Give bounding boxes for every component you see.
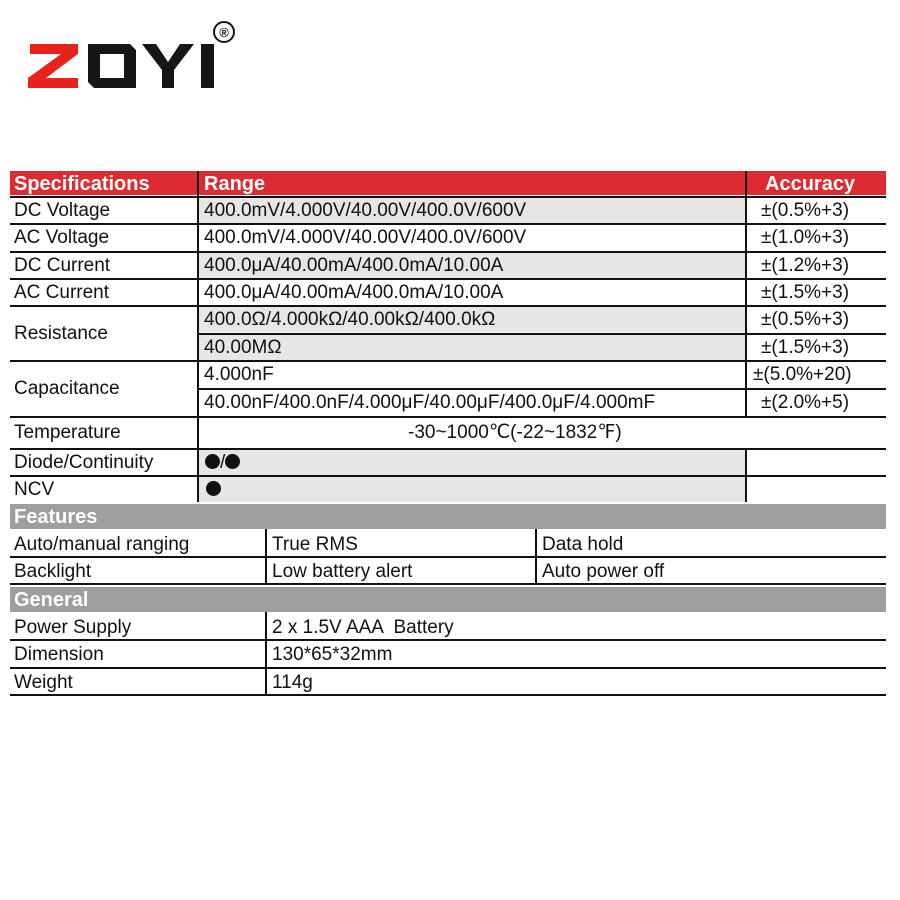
capacitance-range-2: 40.00nF/400.0nF/4.000μF/40.00μF/400.0μF/4.000mF: [204, 392, 656, 413]
dc-voltage-accuracy: ±(0.5%+3): [761, 200, 850, 221]
dc-current-range: 400.0μA/40.00mA/400.0mA/10.00A: [204, 255, 504, 276]
resistance-range-2: 40.00MΩ: [204, 337, 282, 358]
temperature-label: Temperature: [14, 422, 121, 443]
features-header: Features: [14, 506, 98, 528]
capacitance-range-1: 4.000nF: [204, 364, 274, 385]
general-header: General: [14, 589, 89, 611]
supported-dot-icon: [225, 454, 240, 469]
ac-current-range: 400.0μA/40.00mA/400.0mA/10.00A: [204, 282, 504, 303]
feature-data-hold: Data hold: [542, 534, 624, 555]
capacitance-label: Capacitance: [14, 378, 120, 399]
weight-value: 114g: [272, 672, 313, 693]
svg-text:®: ®: [219, 25, 229, 40]
temperature-range: -30~1000℃(-22~1832℉): [408, 422, 622, 443]
supported-dot-icon: [205, 454, 220, 469]
resistance-accuracy-1: ±(0.5%+3): [761, 309, 850, 330]
ac-voltage-label: AC Voltage: [14, 227, 110, 248]
dimension-value: 130*65*32mm: [272, 644, 393, 665]
shade-diode: [199, 450, 745, 475]
feature-auto-manual-ranging: Auto/manual ranging: [14, 534, 190, 555]
feature-backlight: Backlight: [14, 561, 92, 582]
specs-header-range: Range: [204, 173, 266, 195]
capacitance-accuracy-2: ±(2.0%+5): [761, 392, 850, 413]
resistance-range-1: 400.0Ω/4.000kΩ/40.00kΩ/400.0kΩ: [204, 309, 496, 330]
weight-label: Weight: [14, 672, 73, 693]
supported-dot-icon: [206, 481, 221, 496]
dc-current-accuracy: ±(1.2%+3): [761, 255, 850, 276]
power-supply-label: Power Supply: [14, 617, 132, 638]
ncv-marks: [206, 479, 221, 501]
dc-current-label: DC Current: [14, 255, 111, 276]
ac-current-accuracy: ±(1.5%+3): [761, 282, 850, 303]
dc-voltage-range: 400.0mV/4.000V/40.00V/400.0V/600V: [204, 200, 527, 221]
ac-voltage-range: 400.0mV/4.000V/40.00V/400.0V/600V: [204, 227, 527, 248]
specs-header-specifications: Specifications: [14, 173, 150, 195]
features-header-bar: [10, 504, 886, 529]
feature-low-battery-alert: Low battery alert: [272, 561, 413, 582]
ncv-label: NCV: [14, 479, 55, 500]
ac-voltage-accuracy: ±(1.0%+3): [761, 227, 850, 248]
power-supply-value: 2 x 1.5V AAA Battery: [272, 617, 454, 638]
shade-ncv: [199, 477, 745, 502]
dc-voltage-label: DC Voltage: [14, 200, 111, 221]
feature-auto-power-off: Auto power off: [542, 561, 665, 582]
diode-continuity-marks: /: [205, 452, 240, 474]
capacitance-accuracy-1: ±(5.0%+20): [753, 364, 852, 385]
resistance-accuracy-2: ±(1.5%+3): [761, 337, 850, 358]
specs-header-accuracy: Accuracy: [765, 173, 856, 195]
ac-current-label: AC Current: [14, 282, 110, 303]
feature-true-rms: True RMS: [272, 534, 358, 555]
general-header-bar: [10, 587, 886, 612]
diode-continuity-label: Diode/Continuity: [14, 452, 154, 473]
dimension-label: Dimension: [14, 644, 104, 665]
resistance-label: Resistance: [14, 323, 108, 344]
